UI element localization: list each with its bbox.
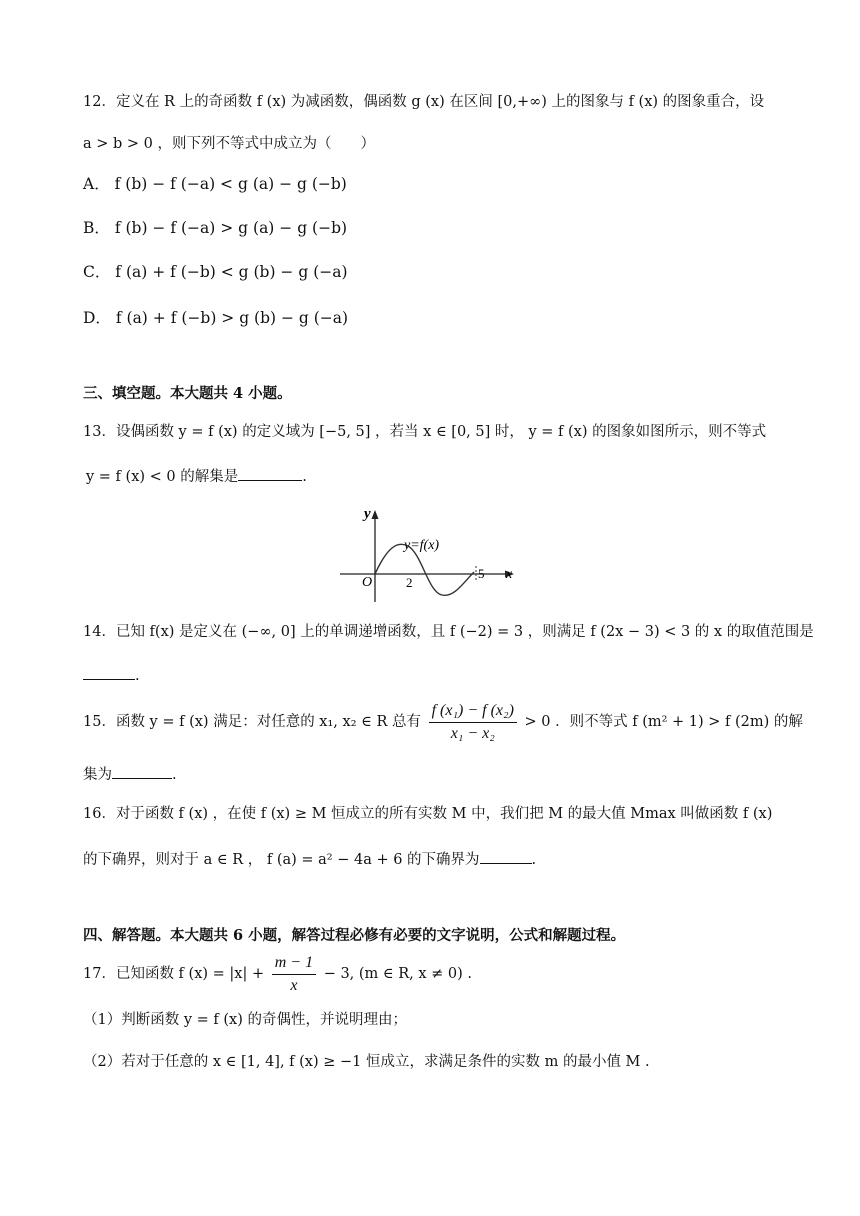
q15-stem-line1 (83, 698, 803, 746)
q17-fraction-numerator: m − 1 (272, 953, 316, 975)
q14-answer-blank (83, 665, 135, 680)
q15-fraction-numerator: f (x₁) − f (x₂) (429, 701, 517, 723)
q17-part-1: （1）判断函数 y = f (x) 的奇偶性，并说明理由； (83, 1012, 407, 1028)
q15-fraction (429, 701, 517, 744)
q14-answer-line (83, 664, 140, 688)
q14-period: . (135, 668, 140, 684)
q13-period: . (302, 469, 307, 485)
q13-stem-text: y = f (x) < 0 的解集是 (86, 469, 239, 485)
q17-stem (83, 950, 472, 998)
q17-stem-pre: 17．已知函数 f (x) = |x| + (83, 966, 265, 982)
q16-stem-line2 (83, 848, 536, 872)
q13-function-graph (338, 502, 528, 606)
q16-line2-text: 的下确界，则对于 a ∈ R ， f (a) = a² − 4a + 6 的下确界为 (83, 852, 480, 868)
q17-fraction (272, 953, 316, 996)
q12-stem-line2: a > b > 0 ，则下列不等式中成立为（ ） (83, 136, 375, 152)
q12-option-b: B． f (b) − f (−a) > g (a) − g (−b) (83, 219, 348, 237)
q12-option-a: A． f (b) − f (−a) < g (a) − g (−b) (83, 175, 347, 193)
section-3-heading: 三、填空题。本大题共 4 小题。 (83, 385, 292, 402)
q12-option-d: D． f (a) + f (−b) > g (b) − g (−a) (83, 309, 349, 327)
q14-stem: 14．已知 f(x) 是定义在 (−∞, 0] 上的单调递增函数，且 f (−2) = 3 ，则满足 f (2x − 3) < 3 的 x 的取值范围是 (83, 624, 814, 640)
q13-stem-line1: 13．设偶函数 y = f (x) 的定义域为 [−5, 5] ，若当 x ∈ [0, 5] 时， y = f (x) 的图象如图所示，则不等式 (83, 424, 767, 440)
q12-option-c: C． f (a) + f (−b) < g (b) − g (−a) (83, 263, 348, 281)
q15-stem-post: > 0 ．则不等式 f (m² + 1) > f (2m) 的解 (524, 714, 803, 730)
y-axis-label: y (364, 506, 371, 522)
q13-answer-blank (238, 466, 302, 481)
origin-label: O (362, 575, 373, 590)
y-axis-arrow-icon (372, 510, 379, 519)
q15-stem-pre: 15．函数 y = f (x) 满足：对任意的 x₁, x₂ ∈ R 总有 (83, 714, 421, 730)
q17-stem-post: − 3, (m ∈ R, x ≠ 0) . (323, 966, 473, 982)
q16-period: . (531, 852, 537, 868)
q13-stem-line2 (86, 465, 307, 489)
q17-part-2: （2）若对于任意的 x ∈ [1, 4], f (x) ≥ −1 恒成立，求满足条件的实数 m 的最小值 M . (83, 1054, 650, 1070)
q17-fraction-denominator: x (290, 976, 298, 994)
tick-label-5: 5 (478, 566, 485, 581)
q12-stem-line1: 12．定义在 R 上的奇函数 f (x) 为减函数，偶函数 g (x) 在区间 [0,+∞) 上的图象与 f (x) 的图象重合，设 (83, 94, 765, 110)
q15-fraction-denominator: x₁ − x₂ (450, 724, 495, 742)
tick-label-2: 2 (406, 575, 413, 590)
q15-stem-line2 (83, 763, 177, 787)
curve-label: y=f(x) (404, 538, 440, 553)
x-axis-label: x (506, 567, 513, 582)
q15-period: . (172, 767, 177, 783)
section-4-heading: 四、解答题。本大题共 6 小题，解答过程必修有必要的文字说明，公式和解题过程。 (83, 927, 626, 944)
q16-answer-blank (480, 849, 532, 864)
q15-answer-blank (112, 764, 172, 779)
q16-stem-line1: 16．对于函数 f (x) ，在使 f (x) ≥ M 恒成立的所有实数 M 中，我们把 M 的最大值 Mmax 叫做函数 f (x) (83, 806, 773, 822)
q15-line2-text: 集为 (83, 767, 112, 783)
